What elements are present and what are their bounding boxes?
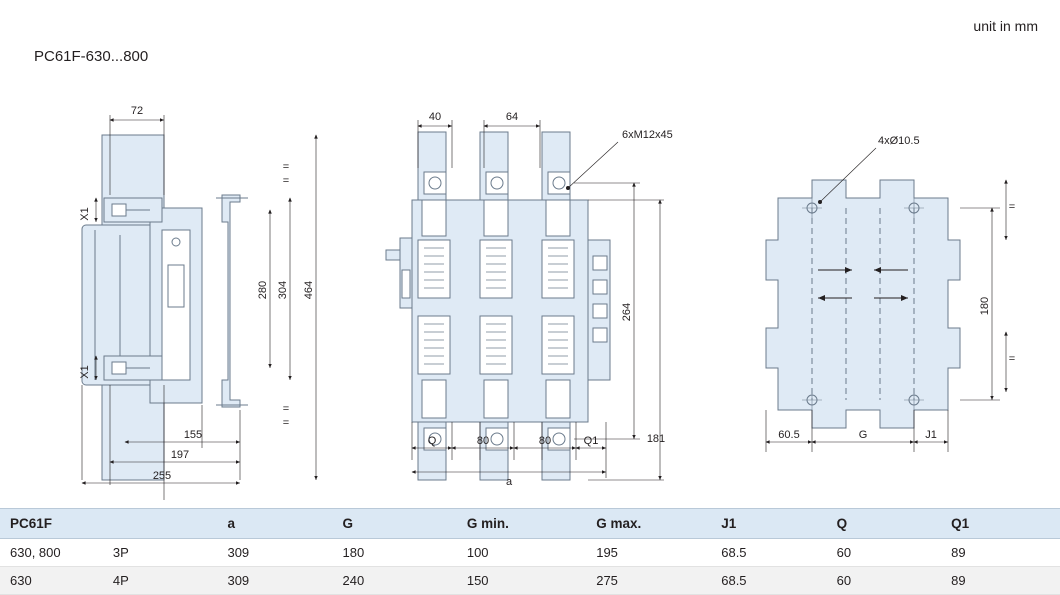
- col-header-pc61f: PC61F: [0, 509, 107, 539]
- cell-q: 60: [831, 567, 946, 595]
- col-header-q1: Q1: [945, 509, 1060, 539]
- dim-255: 255: [152, 470, 172, 482]
- dim-280: 280: [257, 280, 269, 300]
- col-header-g: G: [337, 509, 461, 539]
- col-header-g-max: G max.: [590, 509, 715, 539]
- col-header-j1: J1: [715, 509, 830, 539]
- equal-mark-top-2: =: [282, 175, 290, 187]
- cell-poles: 4P: [107, 567, 222, 595]
- cell-g: 180: [337, 539, 461, 567]
- dim-80-a: 80: [476, 435, 490, 447]
- dim-464: 464: [303, 280, 315, 300]
- cell-g-max: 275: [590, 567, 715, 595]
- dim-q: Q: [427, 435, 437, 447]
- unit-label: unit in mm: [973, 18, 1038, 34]
- dim-197: 197: [170, 449, 190, 461]
- table-row: [0, 539, 1060, 567]
- dim-264: 264: [621, 302, 633, 322]
- dim-155: 155: [183, 429, 203, 441]
- dim-q1: Q1: [583, 435, 599, 447]
- col-header-g-min: G min.: [461, 509, 590, 539]
- cell-q1: 89: [945, 567, 1060, 595]
- callout-4x-diameter-10-5: 4xØ10.5: [878, 135, 920, 147]
- dim-60-5: 60.5: [778, 429, 800, 441]
- col-header-q: Q: [831, 509, 946, 539]
- dim-64: 64: [505, 111, 519, 123]
- specification-table: [0, 508, 1060, 595]
- dim-40: 40: [428, 111, 442, 123]
- cell-q: 60: [831, 539, 946, 567]
- label-x1-bottom: X1: [79, 365, 91, 379]
- cell-g: 240: [337, 567, 461, 595]
- dim-a: a: [505, 476, 513, 488]
- cell-a: 309: [221, 567, 336, 595]
- drawing-area: [0, 80, 1060, 510]
- dim-181: 181: [646, 433, 666, 445]
- table-header-row: [0, 509, 1060, 539]
- cell-j1: 68.5: [715, 539, 830, 567]
- dim-80-b: 80: [538, 435, 552, 447]
- table-row: [0, 567, 1060, 595]
- dim-g: G: [858, 429, 868, 441]
- equal-mark-bottom-right: =: [1008, 353, 1016, 365]
- cell-g-min: 100: [461, 539, 590, 567]
- cell-poles: 3P: [107, 539, 222, 567]
- equal-mark-top-right: =: [1008, 201, 1016, 213]
- dim-72: 72: [130, 105, 144, 117]
- equal-mark-bottom-1: =: [282, 403, 290, 415]
- front-view-graphic: [386, 111, 673, 488]
- equal-mark-top-1: =: [282, 161, 290, 173]
- label-x1-top: X1: [79, 207, 91, 221]
- equal-mark-bottom-2: =: [282, 417, 290, 429]
- page-title: PC61F-630...800: [34, 48, 149, 65]
- top-view-graphic: [766, 135, 1015, 452]
- dim-304: 304: [277, 280, 289, 300]
- callout-6xm12x45: 6xM12x45: [622, 129, 673, 141]
- side-view-graphic: [79, 105, 316, 500]
- cell-j1: 68.5: [715, 567, 830, 595]
- dim-180: 180: [979, 296, 991, 316]
- cell-g-max: 195: [590, 539, 715, 567]
- cell-a: 309: [221, 539, 336, 567]
- col-header-poles: [107, 509, 222, 539]
- cell-model: 630, 800: [0, 539, 107, 567]
- cell-model: 630: [0, 567, 107, 595]
- col-header-a: a: [221, 509, 336, 539]
- cell-q1: 89: [945, 539, 1060, 567]
- cell-g-min: 150: [461, 567, 590, 595]
- dim-j1: J1: [925, 429, 937, 441]
